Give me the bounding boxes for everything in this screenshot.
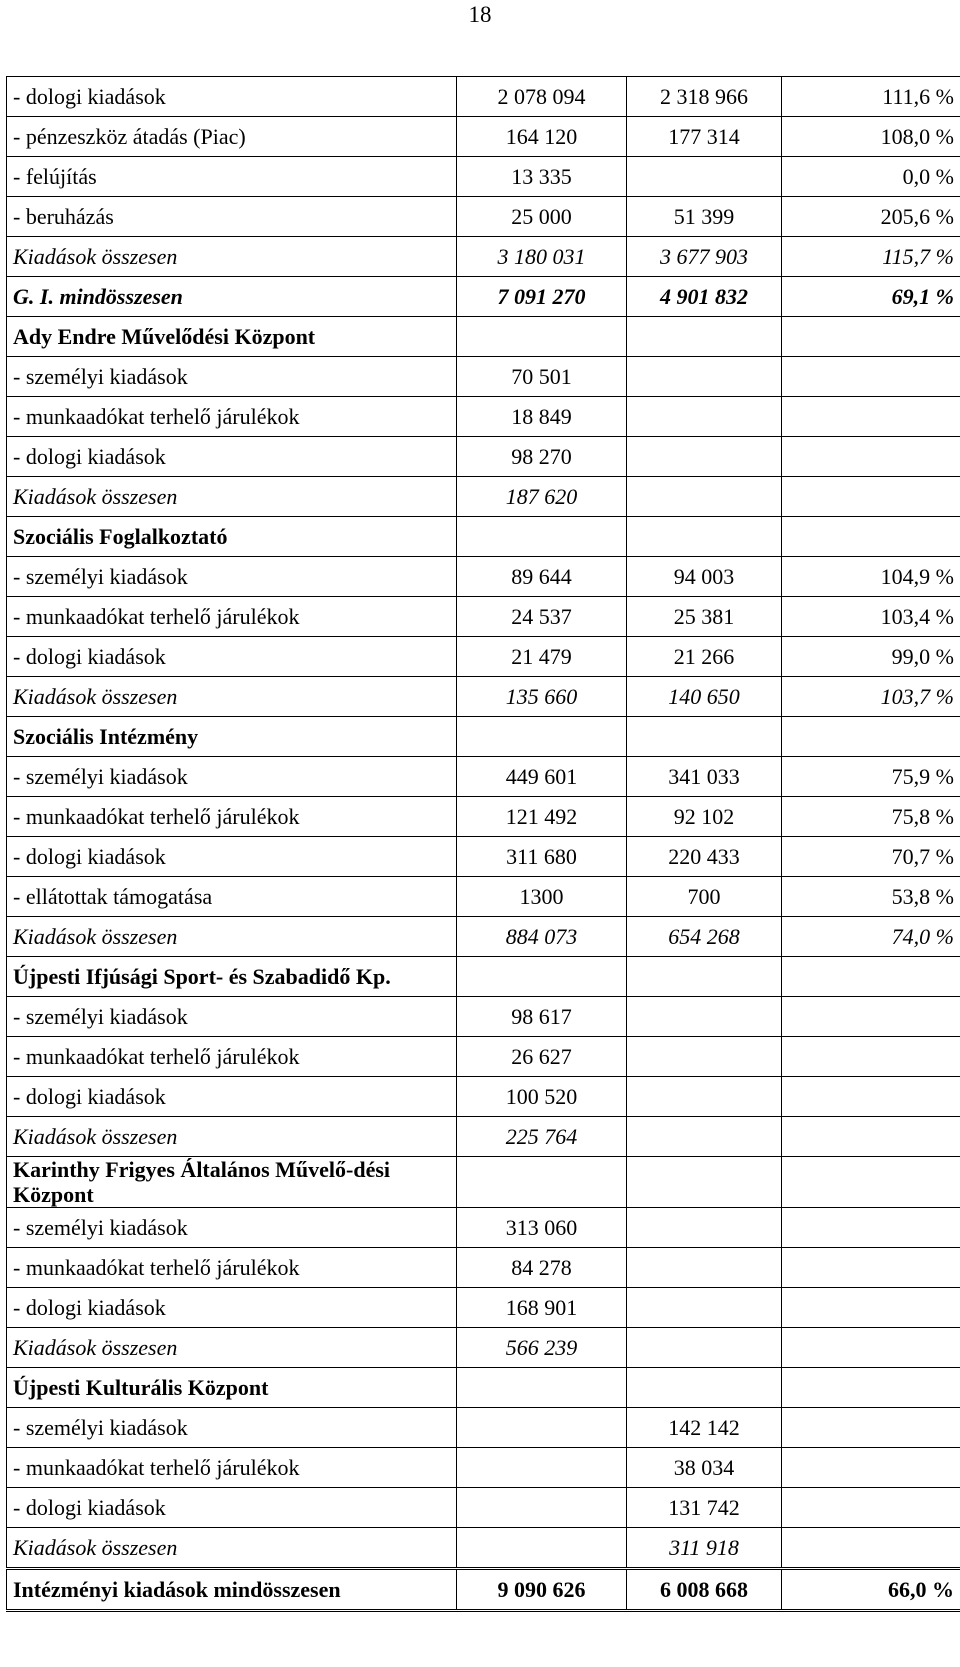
table-row (7, 597, 960, 637)
row-label: - pénzeszköz átadás (Piac) (7, 117, 457, 157)
row-label: - személyi kiadások (7, 1408, 457, 1448)
value-plan: 9 090 626 (457, 1569, 627, 1611)
value-actual (627, 997, 782, 1037)
row-label: Karinthy Frigyes Általános Művelő-dési Központ (7, 1157, 457, 1208)
value-plan (457, 1448, 627, 1488)
row-label: - dologi kiadások (7, 1077, 457, 1117)
page-number: 18 (468, 2, 492, 27)
value-actual: 21 266 (627, 637, 782, 677)
table-row (7, 677, 960, 717)
value-percent: 104,9 % (782, 557, 960, 597)
table-row (7, 1448, 960, 1488)
table-row (7, 117, 960, 157)
row-label: - személyi kiadások (7, 357, 457, 397)
table-row (7, 237, 960, 277)
row-label: - dologi kiadások (7, 437, 457, 477)
value-percent (782, 1448, 960, 1488)
row-label: Kiadások összesen (7, 477, 457, 517)
value-percent: 0,0 % (782, 157, 960, 197)
table-row (7, 437, 960, 477)
table-row (7, 1488, 960, 1528)
value-plan (457, 1528, 627, 1569)
table-row (7, 1037, 960, 1077)
table-row (7, 997, 960, 1037)
value-percent: 115,7 % (782, 237, 960, 277)
value-actual (627, 317, 782, 357)
value-plan: 84 278 (457, 1248, 627, 1288)
table-row (7, 1157, 960, 1208)
table-row (7, 77, 960, 117)
value-percent (782, 1208, 960, 1248)
value-plan: 187 620 (457, 477, 627, 517)
value-actual (627, 1248, 782, 1288)
value-plan: 311 680 (457, 837, 627, 877)
value-plan: 24 537 (457, 597, 627, 637)
value-plan: 2 078 094 (457, 77, 627, 117)
row-label: - dologi kiadások (7, 1488, 457, 1528)
value-actual (627, 517, 782, 557)
value-plan: 89 644 (457, 557, 627, 597)
value-plan: 25 000 (457, 197, 627, 237)
table-row (7, 837, 960, 877)
value-actual (627, 957, 782, 997)
value-percent (782, 437, 960, 477)
row-label: - beruházás (7, 197, 457, 237)
value-percent (782, 1288, 960, 1328)
row-label: - személyi kiadások (7, 757, 457, 797)
value-plan: 7 091 270 (457, 277, 627, 317)
value-actual: 51 399 (627, 197, 782, 237)
value-actual: 700 (627, 877, 782, 917)
value-plan: 313 060 (457, 1208, 627, 1248)
row-label: Kiadások összesen (7, 677, 457, 717)
row-label: - munkaadókat terhelő járulékok (7, 1037, 457, 1077)
budget-table (6, 76, 960, 1612)
value-plan: 164 120 (457, 117, 627, 157)
row-label: - személyi kiadások (7, 557, 457, 597)
value-percent (782, 997, 960, 1037)
value-actual: 654 268 (627, 917, 782, 957)
value-percent (782, 1117, 960, 1157)
value-percent (782, 1157, 960, 1208)
table-row (7, 557, 960, 597)
value-plan: 135 660 (457, 677, 627, 717)
value-plan: 98 617 (457, 997, 627, 1037)
value-actual: 38 034 (627, 1448, 782, 1488)
table-row (7, 157, 960, 197)
row-label: - dologi kiadások (7, 1288, 457, 1328)
value-plan: 566 239 (457, 1328, 627, 1368)
value-plan: 70 501 (457, 357, 627, 397)
value-actual: 131 742 (627, 1488, 782, 1528)
table-body (7, 77, 960, 1611)
table-row (7, 317, 960, 357)
value-plan: 449 601 (457, 757, 627, 797)
value-percent: 66,0 % (782, 1569, 960, 1611)
value-percent: 74,0 % (782, 917, 960, 957)
table-row (7, 1408, 960, 1448)
value-percent (782, 477, 960, 517)
value-actual (627, 1077, 782, 1117)
value-plan: 1300 (457, 877, 627, 917)
row-label: Intézményi kiadások mindösszesen (7, 1569, 457, 1611)
value-percent: 108,0 % (782, 117, 960, 157)
value-actual (627, 1288, 782, 1328)
value-percent: 69,1 % (782, 277, 960, 317)
table-row (7, 1528, 960, 1569)
value-actual (627, 1157, 782, 1208)
row-label: - munkaadókat terhelő járulékok (7, 597, 457, 637)
table-row (7, 1288, 960, 1328)
value-percent (782, 717, 960, 757)
table-row (7, 1077, 960, 1117)
value-plan: 121 492 (457, 797, 627, 837)
value-percent: 75,8 % (782, 797, 960, 837)
value-plan (457, 1157, 627, 1208)
value-percent: 103,7 % (782, 677, 960, 717)
value-actual: 140 650 (627, 677, 782, 717)
row-label: - dologi kiadások (7, 837, 457, 877)
value-percent: 53,8 % (782, 877, 960, 917)
row-label: - dologi kiadások (7, 77, 457, 117)
value-percent (782, 1408, 960, 1448)
value-percent: 103,4 % (782, 597, 960, 637)
row-label: G. I. mindösszesen (7, 277, 457, 317)
value-percent (782, 1528, 960, 1569)
row-label: - személyi kiadások (7, 1208, 457, 1248)
table-row (7, 1569, 960, 1611)
table-row (7, 1368, 960, 1408)
table-row (7, 1248, 960, 1288)
value-plan (457, 1488, 627, 1528)
row-label: Kiadások összesen (7, 1528, 457, 1569)
table-row (7, 197, 960, 237)
value-percent (782, 1037, 960, 1077)
row-label: Ady Endre Művelődési Központ (7, 317, 457, 357)
row-label: - munkaadókat terhelő járulékok (7, 1248, 457, 1288)
value-plan (457, 317, 627, 357)
row-label: Kiadások összesen (7, 917, 457, 957)
value-actual (627, 717, 782, 757)
value-plan (457, 717, 627, 757)
table-row (7, 757, 960, 797)
row-label: Újpesti Kulturális Központ (7, 1368, 457, 1408)
value-actual (627, 1117, 782, 1157)
value-percent: 99,0 % (782, 637, 960, 677)
value-actual (627, 437, 782, 477)
value-actual: 6 008 668 (627, 1569, 782, 1611)
value-percent: 70,7 % (782, 837, 960, 877)
value-actual: 220 433 (627, 837, 782, 877)
value-percent: 205,6 % (782, 197, 960, 237)
value-percent (782, 1488, 960, 1528)
row-label: Kiadások összesen (7, 237, 457, 277)
row-label: Újpesti Ifjúsági Sport- és Szabadidő Kp. (7, 957, 457, 997)
table-row (7, 1117, 960, 1157)
value-actual: 4 901 832 (627, 277, 782, 317)
value-plan: 884 073 (457, 917, 627, 957)
table-row (7, 717, 960, 757)
value-actual: 177 314 (627, 117, 782, 157)
value-actual (627, 1208, 782, 1248)
row-label: - munkaadókat terhelő járulékok (7, 397, 457, 437)
value-actual: 92 102 (627, 797, 782, 837)
value-plan: 98 270 (457, 437, 627, 477)
value-actual: 94 003 (627, 557, 782, 597)
value-percent (782, 517, 960, 557)
value-percent (782, 397, 960, 437)
value-plan (457, 1368, 627, 1408)
value-percent (782, 1248, 960, 1288)
row-label: Szociális Foglalkoztató (7, 517, 457, 557)
table-row (7, 917, 960, 957)
value-plan (457, 1408, 627, 1448)
value-plan: 13 335 (457, 157, 627, 197)
table-row (7, 877, 960, 917)
table-row (7, 797, 960, 837)
value-plan: 26 627 (457, 1037, 627, 1077)
value-actual: 3 677 903 (627, 237, 782, 277)
row-label: - munkaadókat terhelő járulékok (7, 797, 457, 837)
value-plan (457, 957, 627, 997)
value-percent (782, 1328, 960, 1368)
row-label: Kiadások összesen (7, 1117, 457, 1157)
row-label: - dologi kiadások (7, 637, 457, 677)
value-actual (627, 1037, 782, 1077)
value-actual: 25 381 (627, 597, 782, 637)
value-percent (782, 1368, 960, 1408)
row-label: - ellátottak támogatása (7, 877, 457, 917)
value-plan: 21 479 (457, 637, 627, 677)
value-percent (782, 357, 960, 397)
value-percent: 111,6 % (782, 77, 960, 117)
value-percent (782, 317, 960, 357)
value-actual (627, 157, 782, 197)
table-row (7, 637, 960, 677)
row-label: - munkaadókat terhelő járulékok (7, 1448, 457, 1488)
value-percent (782, 957, 960, 997)
value-actual (627, 477, 782, 517)
table-row (7, 1208, 960, 1248)
table-row (7, 277, 960, 317)
value-plan: 225 764 (457, 1117, 627, 1157)
value-plan: 18 849 (457, 397, 627, 437)
table-row (7, 397, 960, 437)
table-row (7, 517, 960, 557)
row-label: Kiadások összesen (7, 1328, 457, 1368)
value-percent: 75,9 % (782, 757, 960, 797)
value-actual (627, 1368, 782, 1408)
value-actual: 142 142 (627, 1408, 782, 1448)
value-plan (457, 517, 627, 557)
value-actual (627, 397, 782, 437)
value-plan: 168 901 (457, 1288, 627, 1328)
value-plan: 3 180 031 (457, 237, 627, 277)
value-plan: 100 520 (457, 1077, 627, 1117)
value-actual: 341 033 (627, 757, 782, 797)
table-row (7, 1328, 960, 1368)
table-row (7, 477, 960, 517)
row-label: - felújítás (7, 157, 457, 197)
value-actual: 311 918 (627, 1528, 782, 1569)
table-row (7, 357, 960, 397)
value-actual: 2 318 966 (627, 77, 782, 117)
value-actual (627, 1328, 782, 1368)
value-percent (782, 1077, 960, 1117)
value-actual (627, 357, 782, 397)
table-row (7, 957, 960, 997)
row-label: Szociális Intézmény (7, 717, 457, 757)
row-label: - személyi kiadások (7, 997, 457, 1037)
